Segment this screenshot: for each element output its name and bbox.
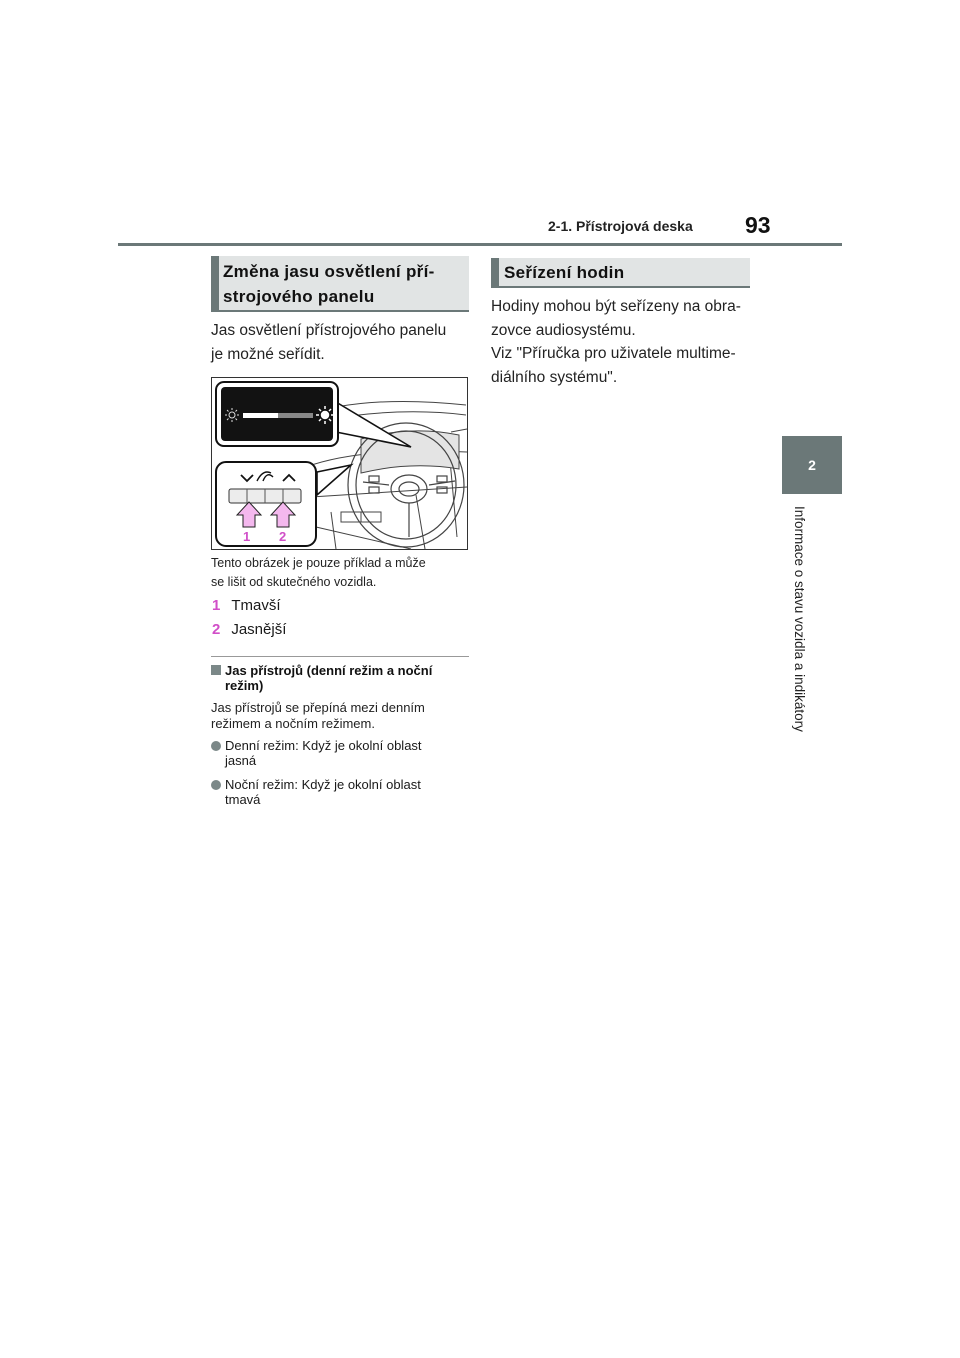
round-bullet-icon	[211, 741, 221, 751]
bullet-line: Noční režim: Když je okolní oblast	[225, 777, 421, 792]
caption-line: Tento obrázek je pouze příklad a může	[211, 556, 426, 570]
list-item	[212, 621, 286, 638]
bullet-item	[211, 738, 422, 768]
chapter-tab-label: Informace o stavu vozidla a indikátory	[792, 506, 807, 732]
heading-line: Změna jasu osvětlení pří-	[223, 262, 435, 281]
square-bullet-icon	[211, 665, 221, 675]
text-line: zovce audiosystému.	[491, 322, 636, 339]
sub-heading-line: režim)	[225, 678, 264, 693]
bullet-line: jasná	[225, 753, 257, 768]
bullet-item	[211, 777, 421, 807]
dashboard-illustration	[211, 377, 468, 550]
list-item-label: Jasnější	[231, 621, 287, 638]
sub-heading-day-night-mode	[211, 663, 469, 693]
text-line: diálního systému".	[491, 369, 618, 386]
header-rule	[118, 243, 842, 246]
page-number: 93	[745, 212, 771, 238]
intro-paragraph	[211, 319, 446, 367]
bullet-line: tmavá	[225, 792, 261, 807]
list-item-number: 2	[212, 621, 221, 638]
section-heading-clock: Seřízení hodin	[491, 258, 750, 288]
brightness-fill	[243, 413, 278, 418]
text-line: Jas osvětlení přístrojového panelu	[211, 322, 447, 339]
clock-paragraph-1	[491, 295, 741, 343]
callout-number-1: 1	[243, 529, 251, 544]
text-line: Jas přístrojů se přepíná mezi denním	[211, 700, 425, 715]
text-line: režimem a nočním režimem.	[211, 716, 375, 731]
bullet-line: Denní režim: Když je okolní oblast	[225, 738, 422, 753]
list-item-number: 1	[212, 597, 221, 614]
clock-paragraph-2	[491, 342, 736, 390]
figure-caption	[211, 554, 426, 592]
round-bullet-icon	[211, 780, 221, 790]
list-item-label: Tmavší	[231, 597, 281, 614]
caption-line: se lišit od skutečného vozidla.	[211, 575, 377, 589]
heading-line: strojového panelu	[223, 287, 375, 306]
switch-callout	[216, 462, 316, 546]
text-line: je možné seřídit.	[211, 346, 325, 363]
text-line: Viz "Příručka pro uživatele multime-	[491, 345, 736, 362]
text-line: Hodiny mohou být seřízeny na obra-	[491, 298, 741, 315]
chapter-tab: 2	[782, 436, 842, 494]
list-item	[212, 597, 281, 614]
section-heading-instrument-brightness	[211, 256, 469, 312]
callout-number-2: 2	[279, 529, 287, 544]
running-header-section: 2-1. Přístrojová deska	[548, 218, 693, 234]
sub-heading-line: Jas přístrojů (denní režim a noční	[225, 663, 433, 678]
section-divider	[211, 656, 469, 657]
sub-paragraph	[211, 700, 425, 732]
